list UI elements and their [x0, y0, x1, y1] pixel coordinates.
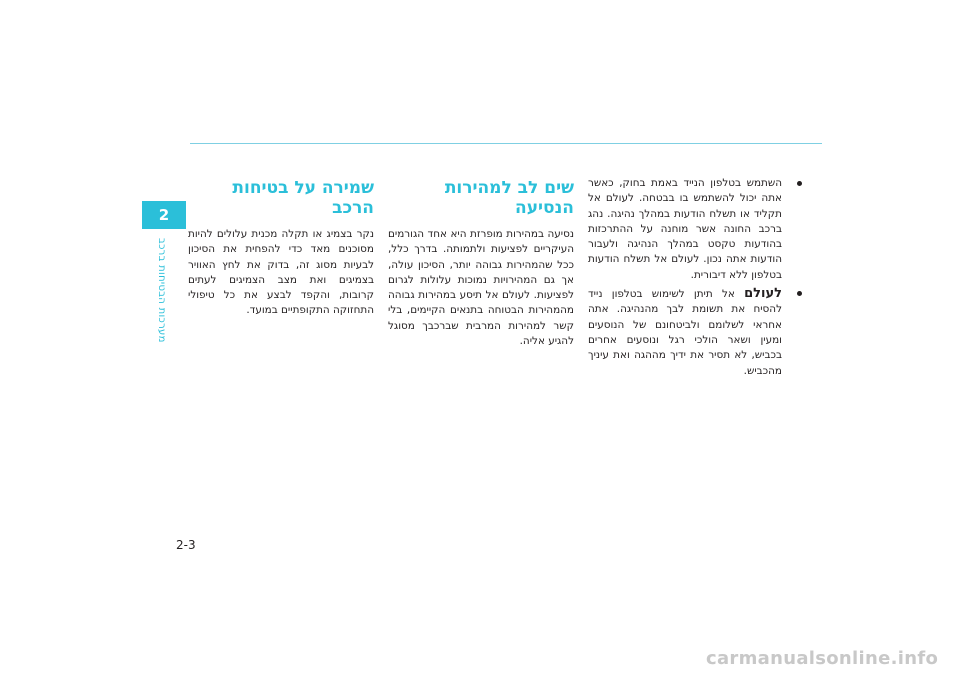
bullet-text: השתמש בטלפון הנייד באמת בחוק, כאשר אתה יכול להשתמש בו בבטחה. לעולם אל תקליד או תשלח הודעות במהלך נהיגה. נהג ברכב החונה אשר מוחנה על ההתרכזות בהודעות טקסט במהלך הנהיגה ולעבור הודעות אתה נכון. לעולם אל תשלח הודעות בטלפון ללא דיבורית.: [588, 177, 782, 281]
bullet-paragraph: [588, 286, 782, 379]
bullet-item: [588, 286, 782, 379]
chapter-number: 2: [158, 206, 170, 224]
section-title-speed: שים לב למהירות הנסיעה: [444, 178, 574, 218]
bullet-dot-icon: [797, 291, 802, 296]
bullet-dot-icon: [797, 181, 802, 186]
watermark: carmanualsonline.info: [706, 648, 939, 669]
section-text-speed: נסיעה במהירות מופרזת היא אחד הגורמים העיקריים לפציעות ולתמותה. בדרך כלל, ככל שהמהירות גבוהה יותר, הסיכון עולה, אך גם המהירויות נמוכות עלולות לגרום לפציעות. לעולם אל תיסע במהירות גבוהה מהמהירות הבטוחה בתנאים הקיימים, בלי קשר למהירות המרבית שברכבך מסוגל להגיע אליה.: [388, 228, 574, 348]
section-title-maintenance: שמירה על בטיחות הרכב: [232, 178, 374, 218]
header-rule: [190, 143, 822, 144]
bullet-lead: לעולם: [744, 286, 782, 302]
page-number: 2-3: [176, 538, 196, 552]
column-middle: [388, 178, 574, 349]
bullet-item: [588, 176, 782, 283]
column-left: [188, 178, 374, 319]
chapter-side-label: מערכות הבטיחות ברכב: [156, 238, 167, 343]
section-text-maintenance: נקר בצמיג או תקלה מכנית עלולים להיות מסוכנים מאד כדי להפחית את הסיכון לבעיות מסוג זה, בדוק את לחץ האוויר בצמיגים ואת מצב הצמיגים לעתים קרובות, והקפד לבצע את כל טיפולי התחזוקה התקופתיים במועד.: [188, 228, 374, 317]
bullet-text: אל תיתן לשימוש בטלפון נייד להסיח את תשומת לבך מהנהיגה. אתה אחראי לשלומם ולביטחונם של הנוסעים ומעין ושאר הולכי רגל ונוסעים אחרים בכביש, לא תסיר את ידיך מההגה ואת עיניך מהכביש.: [588, 288, 782, 377]
column-right: [588, 176, 782, 382]
chapter-number-tab: [142, 201, 186, 229]
